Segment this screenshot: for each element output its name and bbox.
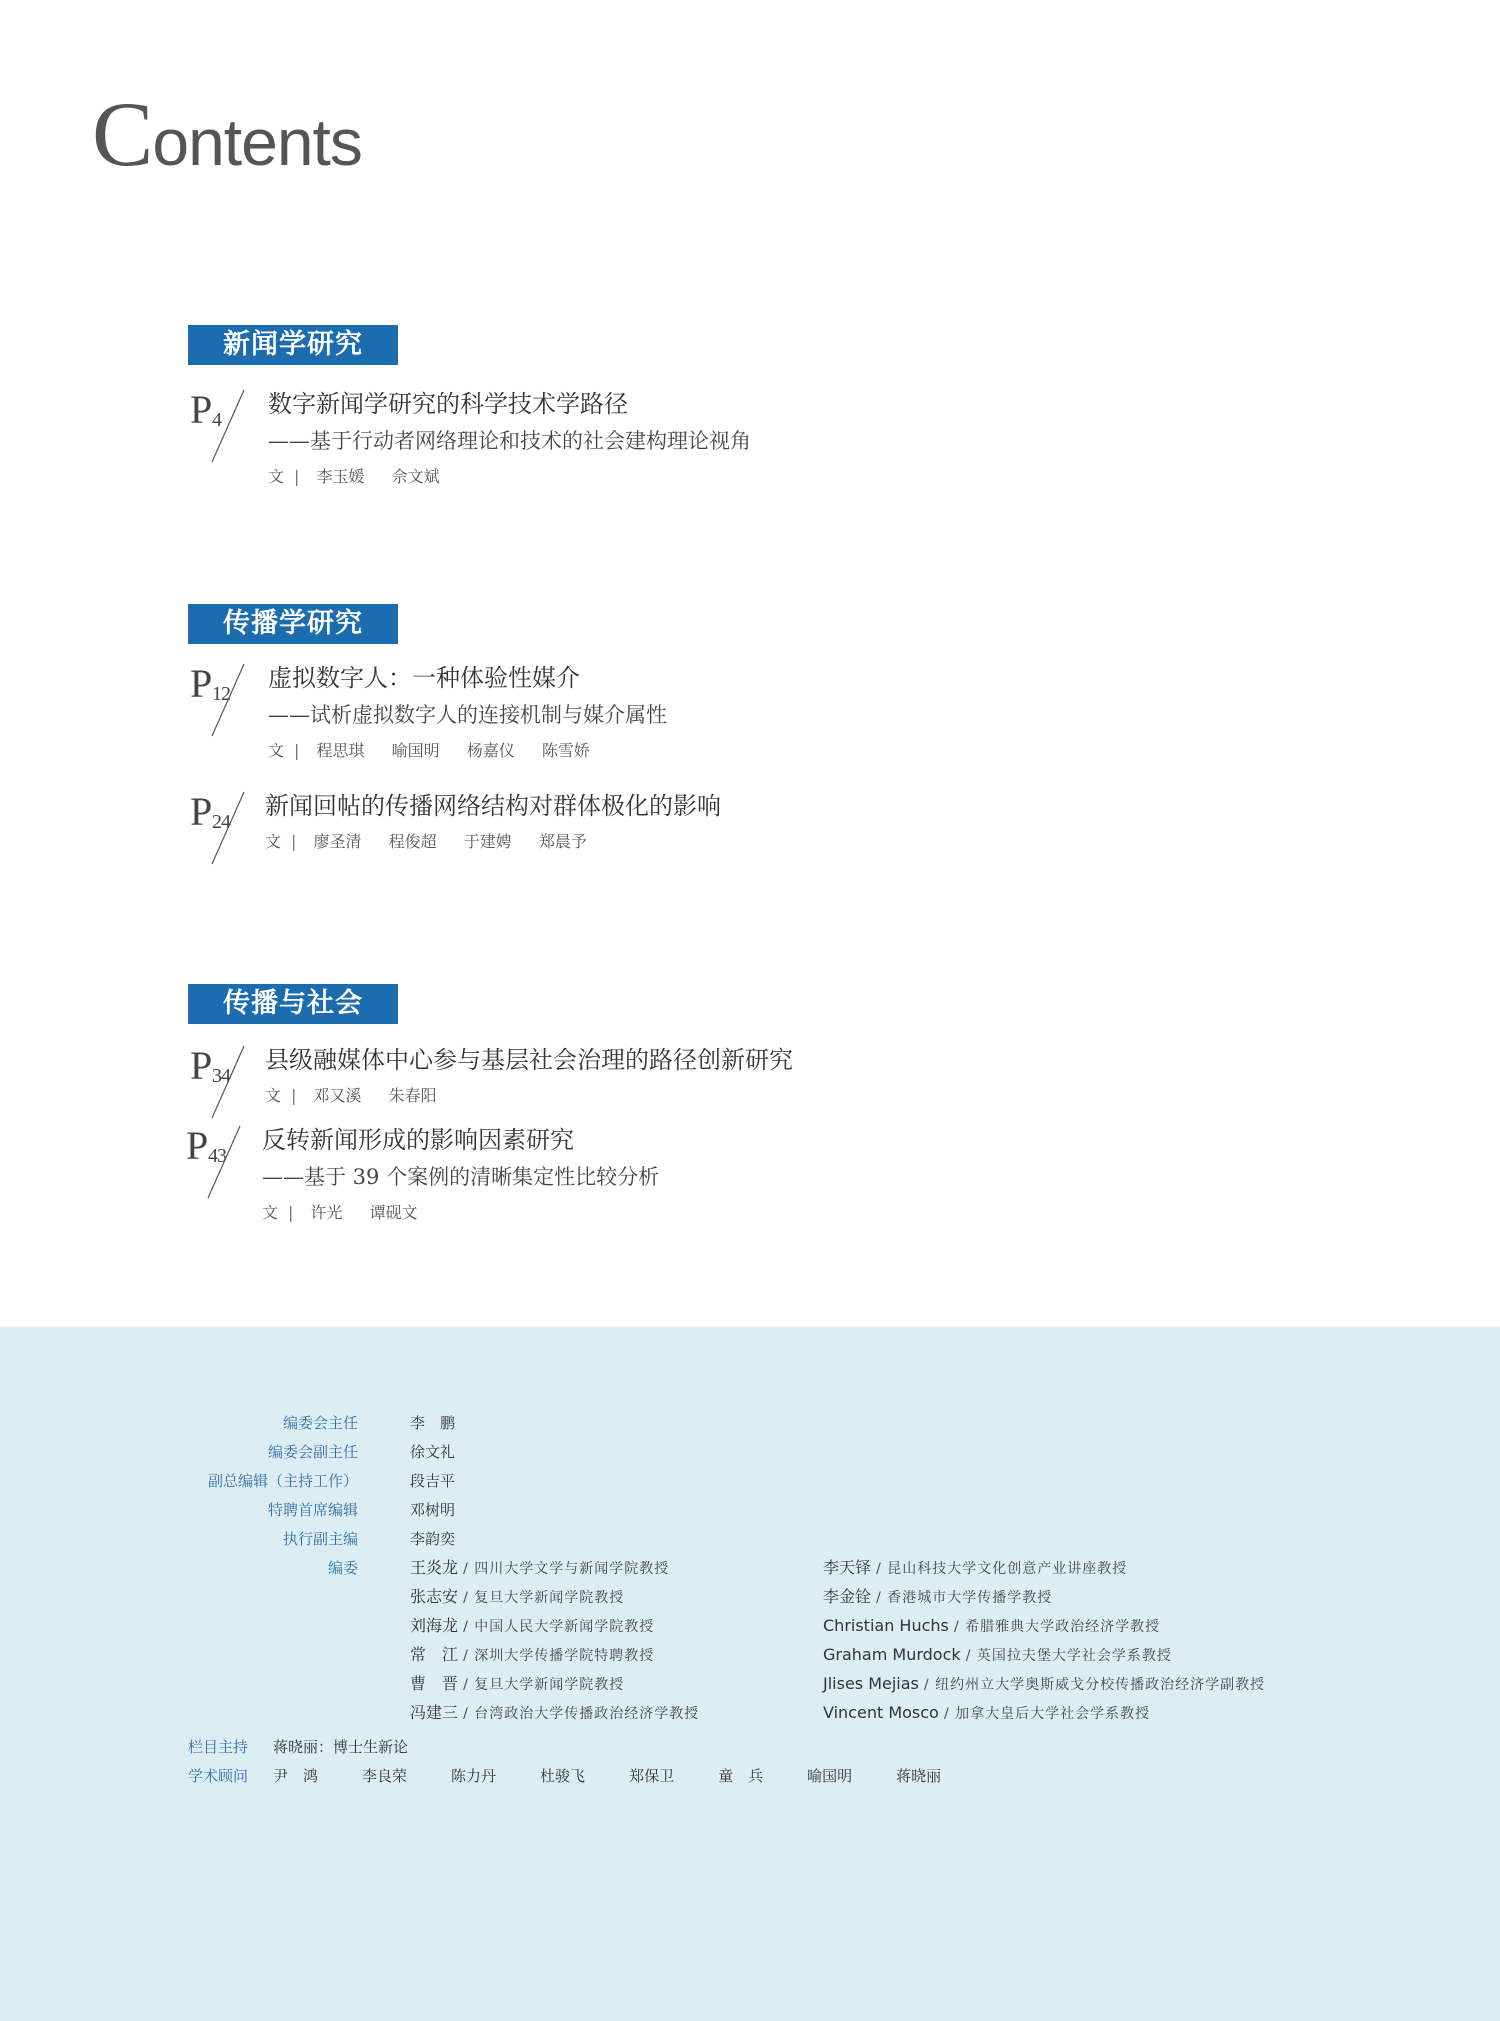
- page-number: [184, 1124, 244, 1204]
- slash-divider-icon: [184, 1124, 244, 1204]
- entry-title: 数字新闻学研究的科学技术学路径: [268, 390, 628, 418]
- author-name: 程俊超: [388, 832, 437, 851]
- member-left: 张志安 / 复旦大学新闻学院教授: [410, 1587, 625, 1606]
- author-name: 程思琪: [316, 741, 365, 760]
- author-name: 郑晨予: [538, 832, 587, 851]
- role-label: 特聘首席编辑: [267, 1501, 358, 1519]
- page-value: 12: [212, 683, 230, 705]
- masthead-panel: [0, 1327, 1500, 2021]
- title-rest: ontents: [152, 105, 362, 179]
- page-value: 34: [212, 1065, 230, 1087]
- role-value: 李 鹏: [410, 1414, 456, 1432]
- author-separator: |: [291, 832, 297, 851]
- author-prefix: 文: [268, 741, 285, 760]
- entry-title: 县级融媒体中心参与基层社会治理的路径创新研究: [265, 1046, 793, 1074]
- member-left: 常 江 / 深圳大学传播学院特聘教授: [410, 1645, 655, 1664]
- author-prefix: 文: [265, 1086, 282, 1105]
- author-name: 陈雪娇: [541, 741, 590, 760]
- author-name: 谭砚文: [369, 1203, 418, 1222]
- author-name: 许光: [310, 1203, 343, 1222]
- page-prefix: P: [190, 789, 213, 834]
- member-left: 王炎龙 / 四川大学文学与新闻学院教授: [410, 1558, 670, 1577]
- advisor-name: 喻国明: [807, 1767, 853, 1785]
- entry-title: 虚拟数字人：一种体验性媒介: [268, 664, 580, 692]
- author-name: 喻国明: [391, 741, 440, 760]
- slash-divider-icon: [188, 662, 248, 742]
- author-name: 李玉媛: [316, 467, 365, 486]
- advisor-name: 尹 鸿: [273, 1767, 319, 1785]
- page-value: 24: [212, 811, 230, 833]
- author-name: 杨嘉仪: [466, 741, 515, 760]
- advisor-name: 童 兵: [718, 1767, 764, 1785]
- entry-title: 新闻回帖的传播网络结构对群体极化的影响: [265, 792, 721, 820]
- page-prefix: P: [190, 387, 213, 432]
- page-number: [188, 1044, 248, 1124]
- slash-divider-icon: [188, 790, 248, 870]
- page-prefix: P: [190, 1043, 213, 1088]
- role-label: 编委会副主任: [267, 1443, 358, 1461]
- role-value: 段吉平: [410, 1472, 456, 1490]
- entry-authors: [268, 466, 462, 488]
- title-initial: C: [92, 83, 153, 185]
- author-name: 廖圣清: [313, 832, 362, 851]
- advisor-name: 陈力丹: [451, 1767, 497, 1785]
- entry-authors: [265, 1085, 459, 1107]
- author-prefix: 文: [262, 1203, 279, 1222]
- author-name: 朱春阳: [388, 1086, 437, 1105]
- author-prefix: 文: [265, 832, 282, 851]
- entry-authors: [265, 831, 609, 853]
- member-right: 李金铨 / 香港城市大学传播学教授: [823, 1587, 1053, 1606]
- advisor-name: 郑保卫: [629, 1767, 675, 1785]
- advisors-label: 学术顾问: [188, 1767, 249, 1785]
- role-value: 徐文礼: [410, 1443, 456, 1461]
- page-number: [188, 790, 248, 870]
- slash-divider-icon: [188, 1044, 248, 1124]
- entry-subtitle: ——基于行动者网络理论和技术的社会建构理论视角: [268, 429, 751, 453]
- role-value: 邓树明: [410, 1501, 456, 1519]
- role-label: 副总编辑（主持工作）: [207, 1472, 358, 1490]
- role-label: 编委会主任: [282, 1414, 358, 1432]
- advisors-list: [273, 1766, 985, 1786]
- member-left: 冯建三 / 台湾政治大学传播政治经济学教授: [410, 1703, 700, 1722]
- section-label: 新闻学研究: [188, 325, 398, 365]
- section-label: 传播与社会: [188, 984, 398, 1024]
- section-label: 传播学研究: [188, 604, 398, 644]
- member-left: 曹 晋 / 复旦大学新闻学院教授: [410, 1674, 625, 1693]
- entry-authors: [268, 740, 612, 762]
- column-host-value: 蒋晓丽：博士生新论: [273, 1738, 409, 1756]
- member-right: Jlises Mejias / 纽约州立大学奥斯威戈分校传播政治经济学副教授: [823, 1674, 1266, 1693]
- author-separator: |: [294, 741, 300, 760]
- role-label: 编委: [327, 1559, 358, 1577]
- role-value: 李韵奕: [410, 1530, 456, 1548]
- entry-subtitle: ——基于 39 个案例的清晰集定性比较分析: [262, 1165, 660, 1189]
- author-name: 于建娉: [463, 832, 512, 851]
- author-separator: |: [288, 1203, 294, 1222]
- entry-title: 反转新闻形成的影响因素研究: [262, 1126, 574, 1154]
- member-right: Graham Murdock / 英国拉夫堡大学社会学系教授: [823, 1645, 1172, 1664]
- author-separator: |: [294, 467, 300, 486]
- page-value: 4: [212, 409, 221, 431]
- member-right: Christian Huchs / 希腊雅典大学政治经济学教授: [823, 1616, 1161, 1635]
- advisor-name: 杜骏飞: [540, 1767, 586, 1785]
- entry-authors: [262, 1202, 440, 1224]
- entry-subtitle: ——试析虚拟数字人的连接机制与媒介属性: [268, 703, 667, 727]
- member-right: Vincent Mosco / 加拿大皇后大学社会学系教授: [823, 1703, 1151, 1722]
- author-prefix: 文: [268, 467, 285, 486]
- author-separator: |: [291, 1086, 297, 1105]
- role-label: 执行副主编: [282, 1530, 358, 1548]
- author-name: 邓又溪: [313, 1086, 362, 1105]
- member-right: 李天铎 / 昆山科技大学文化创意产业讲座教授: [823, 1558, 1128, 1577]
- page-prefix: P: [190, 661, 213, 706]
- member-left: 刘海龙 / 中国人民大学新闻学院教授: [410, 1616, 655, 1635]
- contents-title: [92, 83, 362, 185]
- advisor-name: 李良荣: [362, 1767, 408, 1785]
- author-name: 佘文斌: [391, 467, 440, 486]
- page-prefix: P: [186, 1123, 209, 1168]
- page-value: 43: [208, 1145, 226, 1167]
- page-number: [188, 662, 248, 742]
- column-host-label: 栏目主持: [188, 1738, 249, 1756]
- page-number: [188, 388, 248, 468]
- slash-divider-icon: [188, 388, 248, 468]
- advisor-name: 蒋晓丽: [896, 1767, 942, 1785]
